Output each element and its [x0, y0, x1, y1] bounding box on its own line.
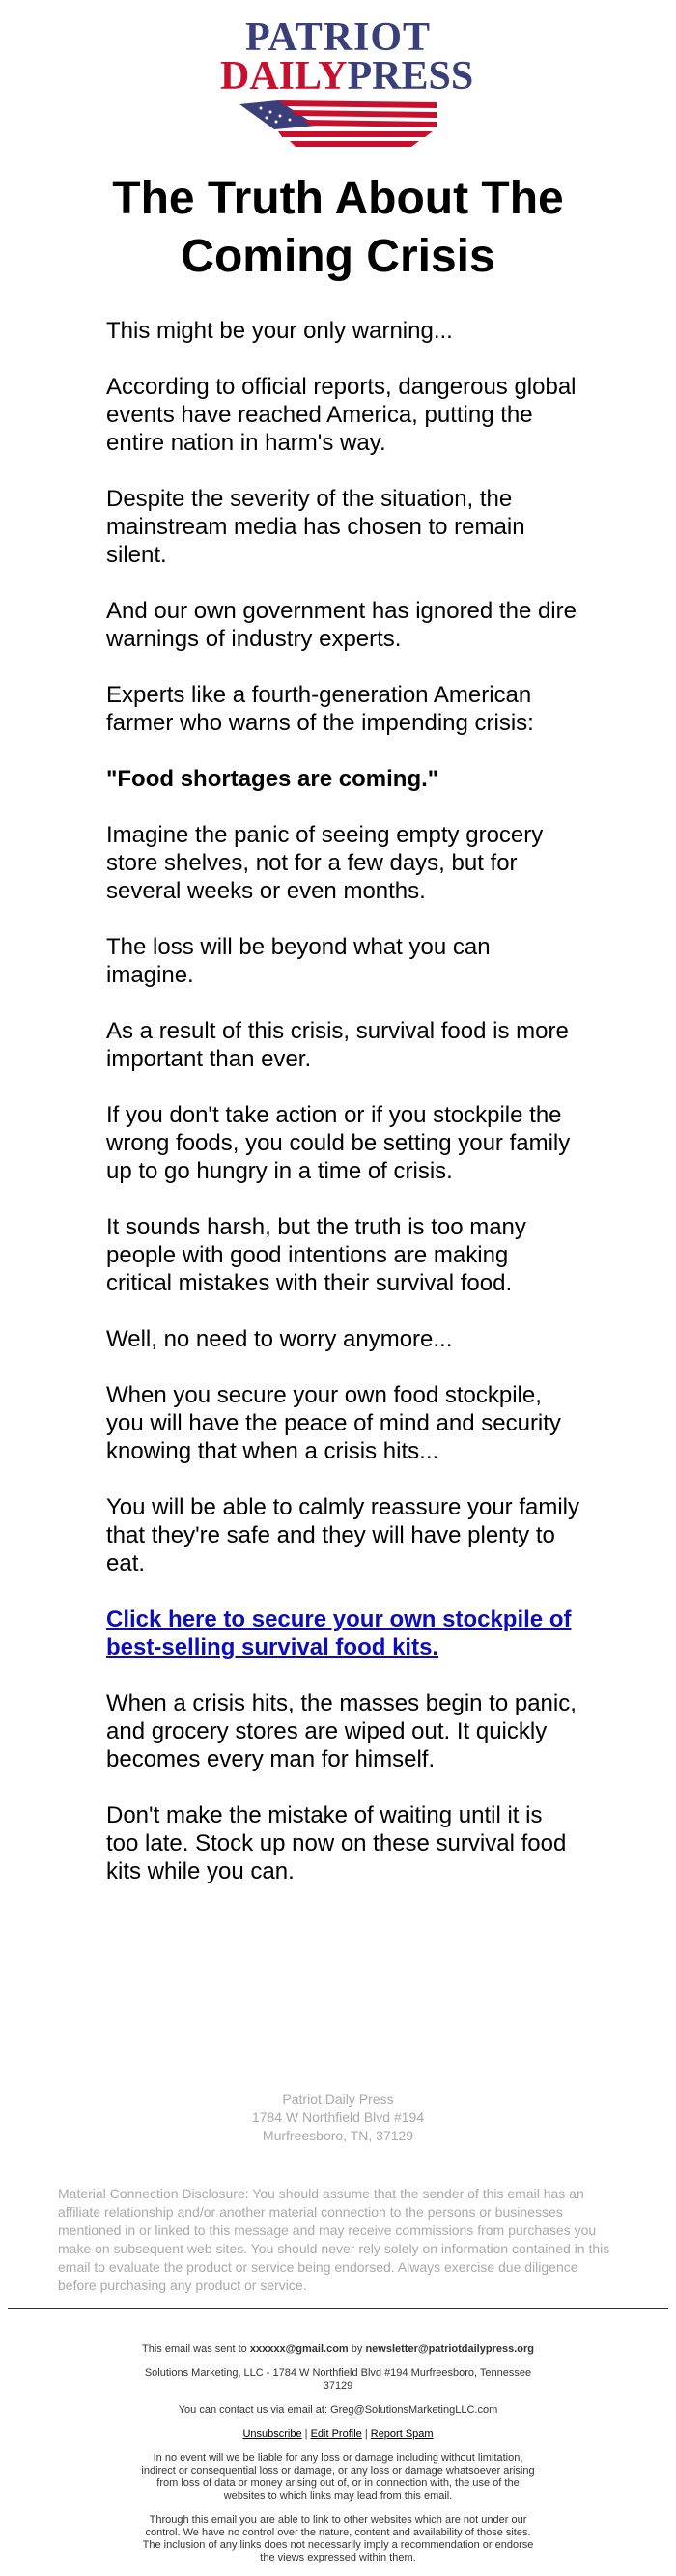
quote: "Food shortages are coming." — [106, 766, 439, 792]
company-address: Solutions Marketing, LLC - 1784 W Northfield Blvd #194 Murfreesboro, Tennessee 37129 — [144, 2367, 532, 2392]
logo — [220, 15, 474, 147]
paragraph: The loss will be beyond what you can imagine. — [106, 934, 491, 988]
logo-line-1: PATRIOT — [244, 15, 432, 60]
report-spam-link[interactable]: Report Spam — [370, 2428, 434, 2440]
paragraph: It sounds harsh, but the truth is too many people with good intentions are making critical mistakes with their survival food. — [106, 1214, 526, 1296]
separator: | — [361, 2428, 371, 2440]
headline: The Truth About The Coming Crisis — [112, 173, 564, 282]
mailing-address — [0, 2090, 676, 2145]
logo-press: PRESS — [347, 54, 474, 99]
material-disclosure: Material Connection Disclosure: You should assume that the sender of this email has an affiliate relationship and/or another material connection to the persons or businesses mentioned in or linked to this message and may receive commissions from purchases you make on subsequent web sites. You should never rely solely on information contained in this email to evaluate the product or service being endorsed. Always exercise due diligence before purchasing any product or service. — [58, 2186, 610, 2293]
recipient-email: xxxxxx@gmail.com — [249, 2343, 349, 2355]
paragraph: Despite the severity of the situation, the mainstream media has chosen to remain silent. — [106, 486, 525, 568]
liability-notice: In no event will we be liable for any loss or damage including without limitation, indirect or consequential loss or damage, or any loss or damage whatsoever arising from loss of data or money arising out of, or in connection with, the use of the websites to which links may lead from this email. — [141, 2452, 535, 2502]
sent-prefix: This email was sent to — [141, 2343, 250, 2355]
sent-to-line — [135, 2343, 541, 2356]
logo-daily: DAILY — [220, 54, 348, 99]
links-notice: Through this email you are able to link to other websites which are not under our control. We have no control over the nature, content and availability of those sites. The inclusion of any links does not necessarily imply a recommendation or endorse the views expressed within them. — [142, 2514, 534, 2563]
unsubscribe-link[interactable]: Unsubscribe — [242, 2428, 302, 2440]
address-city: Murfreesboro, TN, 37129 — [262, 2128, 414, 2143]
email-footer — [135, 2343, 541, 2576]
paragraph: Imagine the panic of seeing empty grocery store shelves, not for a few days, but for several weeks or even months. — [106, 822, 544, 904]
sender-email: newsletter@patriotdailypress.org — [365, 2343, 534, 2355]
paragraph: If you don't take action or if you stockpile the wrong foods, you could be setting your family up to go hungry in a time of crisis. — [106, 1102, 571, 1184]
contact-line: You can contact us via email at: Greg@SolutionsMarketingLLC.com — [178, 2404, 498, 2416]
footer-links — [135, 2428, 541, 2441]
cta-link[interactable]: Click here to secure your own stockpile of best-selling survival food kits. — [106, 1606, 572, 1660]
sent-by: by — [348, 2343, 366, 2355]
paragraph: This might be your only warning... — [106, 318, 453, 344]
logo-line-2 — [220, 54, 474, 99]
flag-icon — [239, 100, 437, 147]
paragraph: You will be able to calmly reassure your family that they're safe and they will have plenty to eat. — [106, 1494, 579, 1576]
edit-profile-link[interactable]: Edit Profile — [310, 2428, 362, 2440]
paragraph: Experts like a fourth-generation American farmer who warns of the impending crisis: — [106, 682, 534, 736]
paragraph: According to official reports, dangerous global events have reached America, putting the entire nation in harm's way. — [106, 374, 577, 456]
paragraph: When you secure your own food stockpile, you will have the peace of mind and security knowing that when a crisis hits... — [106, 1382, 561, 1464]
paragraph: When a crisis hits, the masses begin to panic, and grocery stores are wiped out. It quickly becomes every man for himself. — [106, 1690, 577, 1772]
paragraph: Don't make the mistake of waiting until it is too late. Stock up now on these survival food kits while you can. — [106, 1802, 567, 1884]
address-street: 1784 W Northfield Blvd #194 — [251, 2109, 425, 2125]
paragraph: As a result of this crisis, survival food is more important than ever. — [106, 1018, 569, 1072]
address-name: Patriot Daily Press — [282, 2091, 394, 2107]
paragraph: And our own government has ignored the dire warnings of industry experts. — [106, 598, 577, 652]
article-body — [106, 317, 579, 1913]
paragraph: Well, no need to worry anymore... — [106, 1326, 453, 1352]
separator: | — [301, 2428, 311, 2440]
cta-paragraph — [106, 1605, 579, 1661]
divider — [8, 2308, 668, 2309]
